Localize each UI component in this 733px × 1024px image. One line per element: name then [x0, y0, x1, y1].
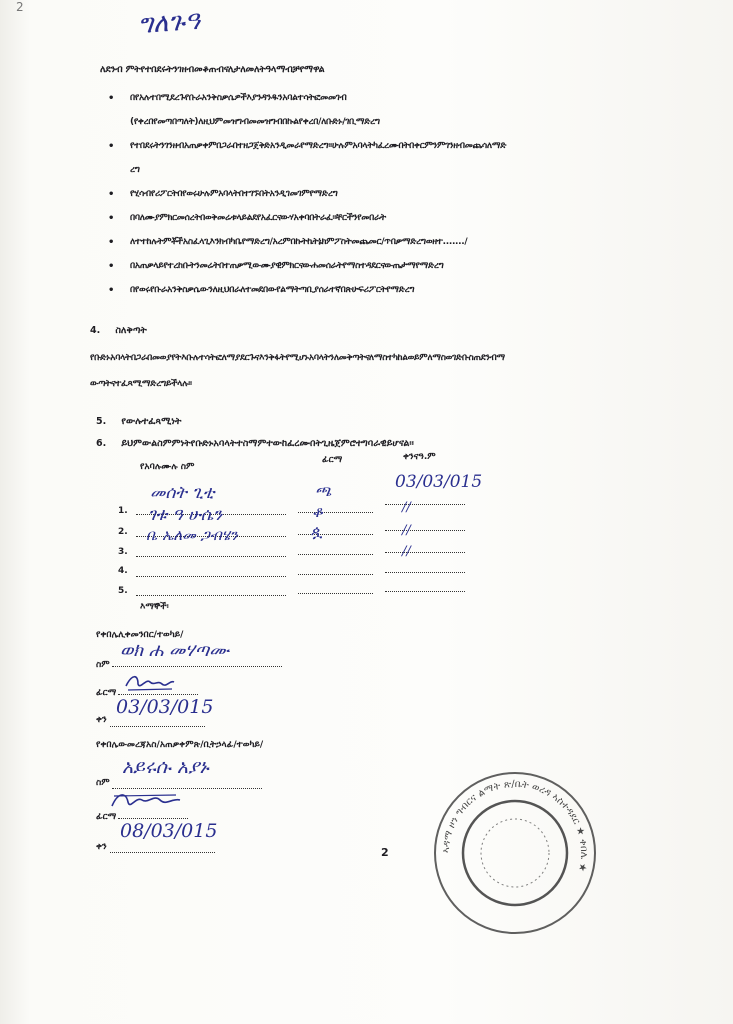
row-number: 1. [118, 506, 128, 516]
bullet-icon: • [108, 141, 115, 152]
witness-1-date-label: ቀን [96, 715, 107, 725]
section-number: 5. [96, 416, 107, 427]
list-item-text-continued: (የቀረበየመጣበጣለት)ለዚህምመዝግብመመዝግብበኩልየቀረበ/ለቡድኑ/ገቢማድረግ [130, 117, 380, 127]
date-line [385, 516, 465, 531]
date-line [385, 577, 465, 592]
list-item-text: በባለሙያምክርመሰረትበወቅመሬቱላይልደየአፈርናውሃአቀባበትራፈ፡፡ቸርችንየመበራት [130, 213, 386, 223]
bullet-icon: • [108, 237, 115, 248]
section-title: የውሉተፈጻሚነት [121, 416, 182, 427]
svg-text:ኣዳማ ዞን ግብርና ልማት ጽ/ቤት ወረዳ ኣስተዳደ: ኣዳማ ዞን ግብርና ልማት ጽ/ቤት ወረዳ ኣስተዳደር ★ ቀበሌ ★ [440, 778, 590, 873]
name-line [136, 581, 286, 596]
signature-date: 03/03/015 [395, 472, 483, 492]
witness-2-role: የቀበሌውመረጃአስ/አጠቃቀምጽ/ቢትኃላፊ/ተወካይ/ [96, 740, 264, 750]
witness-1-date: 03/03/015 [116, 696, 214, 718]
date-line [385, 558, 465, 573]
official-stamp [430, 768, 600, 938]
signature-mark: ጫ [315, 481, 332, 500]
list-item-text-continued: ረግ [130, 165, 140, 175]
list-item [108, 236, 678, 248]
signature-line [298, 498, 373, 513]
name-line [136, 562, 286, 577]
list-item-text: በየአሉተበሚደረጉየቡራአንቅስቃሴዎችእያንዳንዱንአባልተሳትፎመመገብ [130, 93, 347, 103]
list-item-text: በአጠቃላይየተረከቡትንመሬትበተጠቃሚውሙያዊምክርናውሐመሰራትየማስተዳደርናውጤታማየማድረግ [130, 261, 444, 271]
witness-2-date-label: ቀን [96, 842, 107, 852]
witness-2-name-label: ስም [96, 778, 110, 788]
section-title: ስለቅጣት [115, 325, 147, 336]
paragraph-line: የቡድኑአባላትበጋራበመወያየትእቡሉተሳትፎለማያደርጉናእንቅፋትየሚሆኑአባላትንለመቅጣትናለማስተካከልወይምለማስወገድቡስጠደንብማ [90, 353, 505, 363]
list-item [108, 212, 678, 224]
signature-mark: ጷ [310, 522, 323, 541]
witness-1-role: የቀበሌሊቀመንበር/ተወካይ/ [96, 630, 184, 640]
section-number: 4. [90, 325, 101, 336]
row-number: 2. [118, 527, 128, 537]
witness-1-name: ወክ ሐ መሃጣሙ [120, 640, 230, 661]
row-number: 5. [118, 586, 128, 596]
row-number: 3. [118, 547, 128, 557]
witness-1-name-label: ስም [96, 660, 110, 670]
witness-2-signature-label: ፊርማ [96, 812, 117, 822]
signature-date: // [402, 544, 411, 559]
signature-mark: ቆ [312, 502, 323, 521]
witness-2-date: 08/03/015 [120, 820, 218, 842]
witness-2-name: አይሩሱ አያኑ [122, 756, 209, 778]
paragraph-line: ውጣትናተፈጻሚማድረግይችላሉ፡፡ [90, 379, 192, 389]
obligations-list [108, 92, 678, 308]
signature-line [298, 540, 373, 555]
bullet-icon: • [108, 213, 115, 224]
page-number: 2 [381, 846, 389, 859]
section-text: ይህምውልስምምነትየቡድኑአባላትተስማምተውከፈረሙበትጊዜጀምሮተግባራዊይሆናል፡፡ [121, 438, 414, 449]
section-4-heading [90, 325, 147, 336]
bullet-icon: • [108, 261, 115, 272]
list-item [108, 260, 678, 272]
list-item [108, 188, 678, 200]
signer-name: መሰት ጊቲ [150, 483, 215, 503]
bullet-icon: • [108, 285, 115, 296]
list-item-text: በየወሩየቡራአንቅስቃሴውንለዚህበራለተመደበውየልማትጣቢያሰራተኛበጽሁፍሪፖርትየማድረግ [130, 285, 415, 295]
signer-name: ቤ ኤለመ ጋብሄን [146, 526, 238, 544]
handwritten-title: ግለጉዓ [136, 5, 201, 41]
column-header-date: ቀንናዓ.ም [403, 452, 436, 462]
signer-name: ገቱ ዓ ሁሴን [148, 505, 223, 525]
list-item-text: ለተተከሉትምቾችአስፈላጊእንክብካቤየማድረግ/አረምበኩትኬትኔክምፖስትመጨመር/ጥበቃማድረግወዘተ......./ [130, 237, 468, 247]
section-4-text [90, 352, 690, 390]
signature-date: // [402, 500, 411, 515]
signature-line [298, 579, 373, 594]
section-6-heading [96, 438, 414, 449]
section-number: 6. [96, 438, 107, 449]
list-item [108, 284, 678, 296]
column-header-signature: ፊርማ [322, 455, 343, 465]
witness-1-signature-label: ፊርማ [96, 688, 117, 698]
bullet-icon: • [108, 189, 115, 200]
list-item-text: የሂሳብየሪፖርትበየወሩሁሉምአባላትበተገኙበትአንዲገመገምየማድረግ [130, 189, 338, 199]
name-line [136, 542, 286, 557]
list-item [108, 140, 678, 176]
section-5-heading [96, 416, 181, 427]
list-item [108, 92, 678, 128]
bullet-icon: • [108, 93, 115, 104]
corner-page-mark: 2 [16, 0, 24, 14]
witness-2-signature-scribble [108, 788, 186, 814]
column-header-name: የአባሉሙሉ ስም [140, 462, 195, 472]
intro-line: ለደንብ ምትየተበደሩትንገዘብመቆጠብናለታለመለትዓላማብቻየማዋል [100, 64, 325, 75]
row-number: 4. [118, 566, 128, 576]
signature-line [298, 560, 373, 575]
signature-date: // [402, 523, 411, 538]
witness-1-signature-scribble [124, 672, 176, 694]
list-item-text: የተበደሩትንገንዘብአጠቃቀምበጋራበተዘጋጀቅድአንዲመራየማድረግ፡፡ሁሉምአባላትካፈረሙበትበቀርምንምገንዘብመጨሳለማድ [130, 141, 507, 151]
date-line [385, 490, 465, 505]
witnesses-label: እማኞች፡ [140, 602, 169, 612]
date-line [385, 538, 465, 553]
